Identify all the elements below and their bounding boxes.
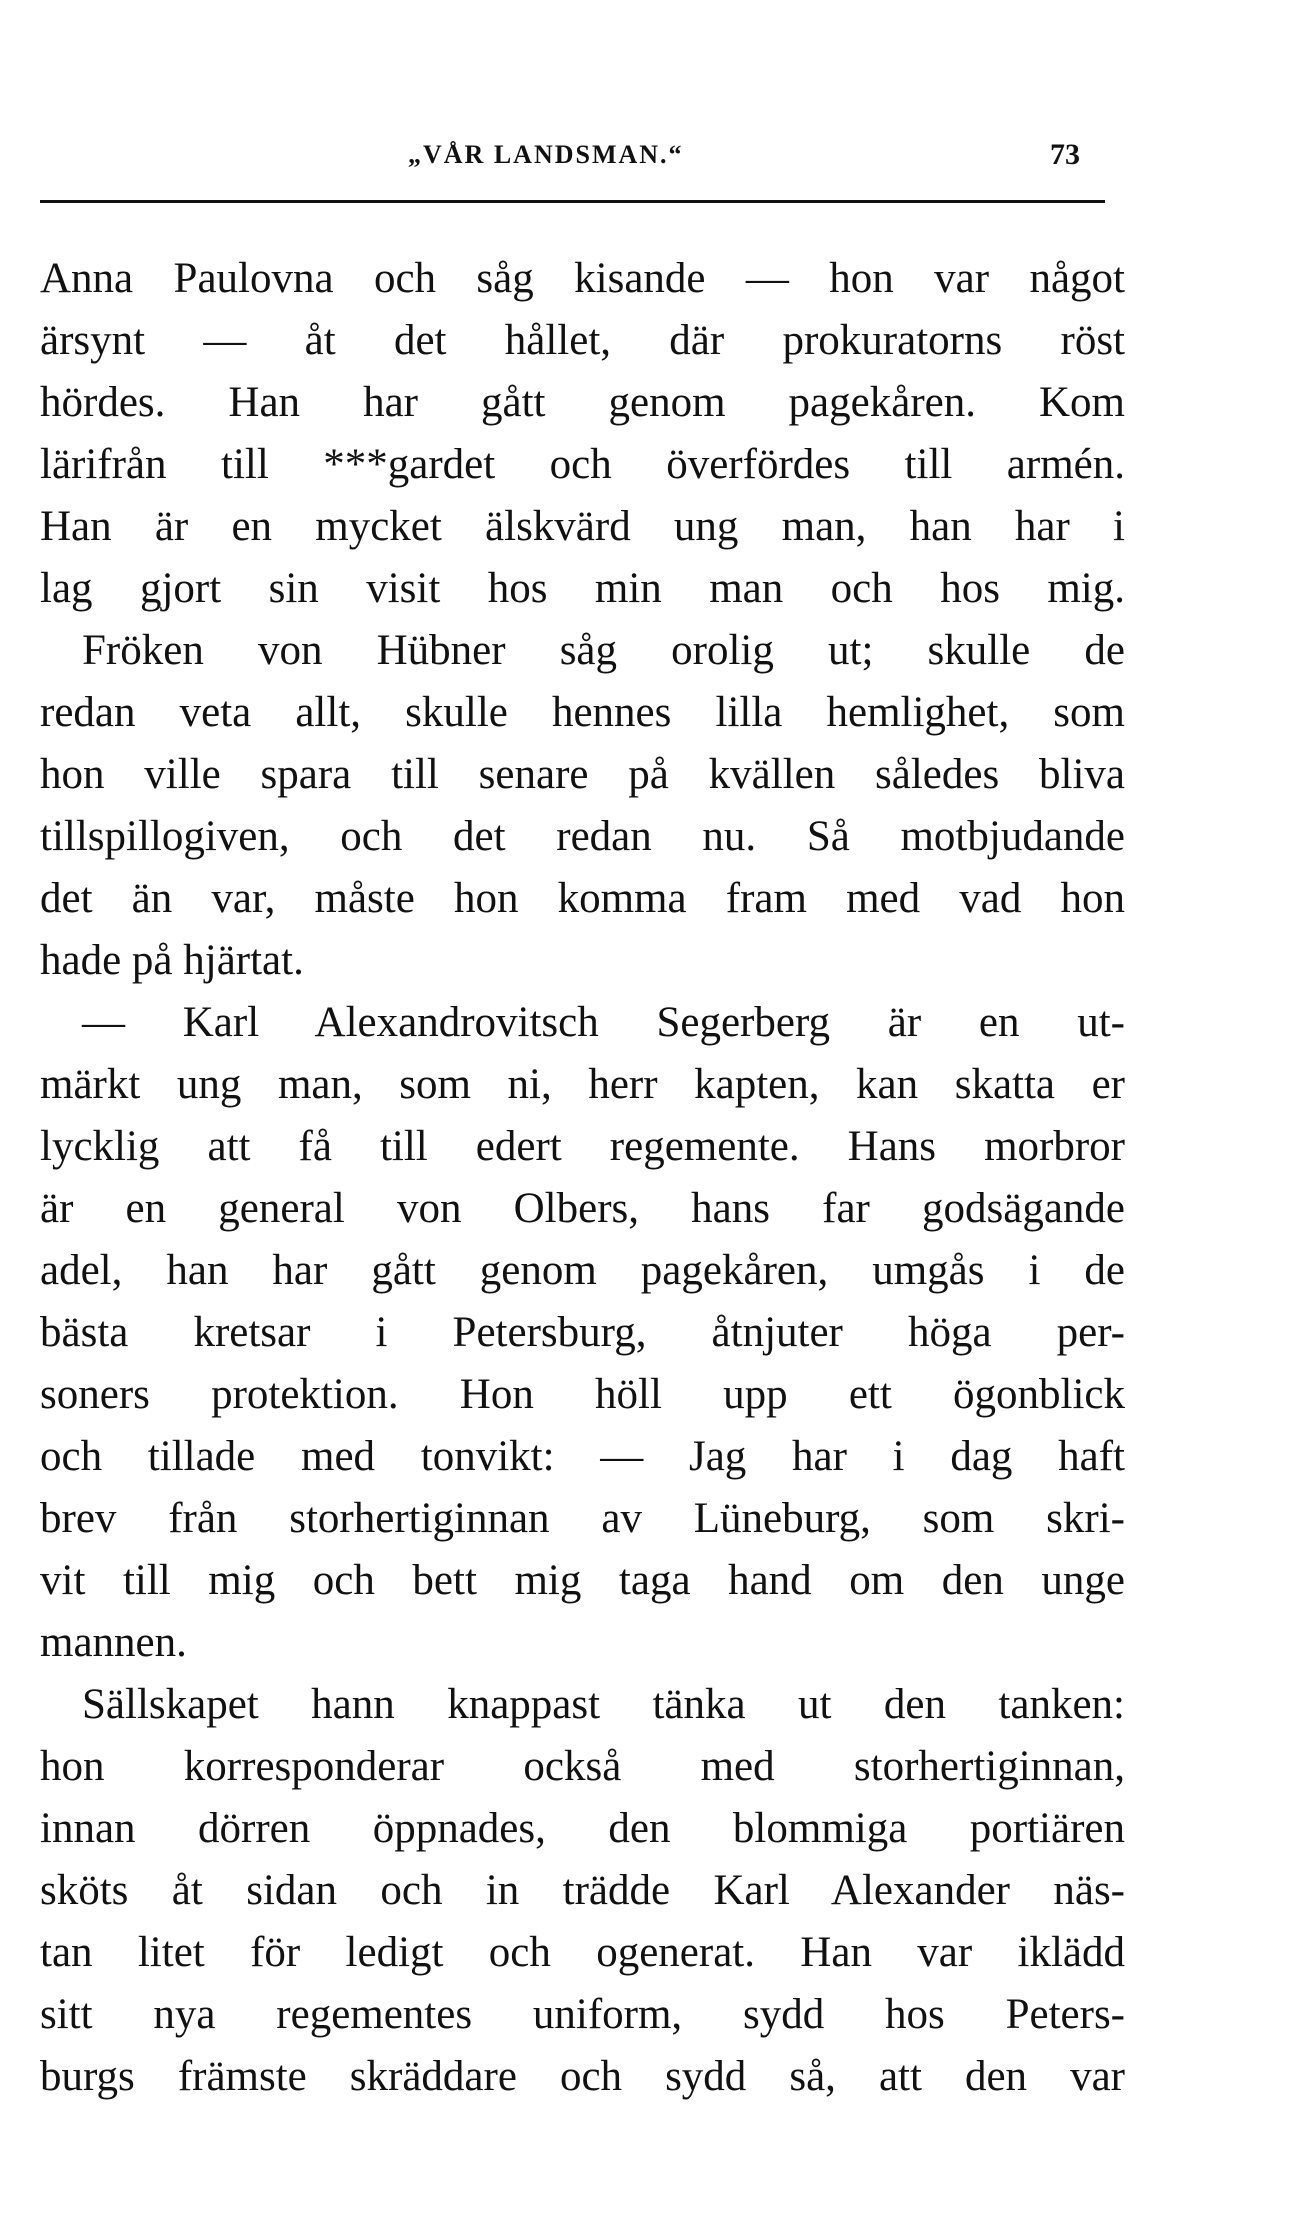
text-line: innan dörren öppnades, den blommiga portiären	[40, 1805, 1125, 1852]
text-line: adel, han har gått genom pagekåren, umgås i de	[40, 1247, 1125, 1294]
text-line: lag gjort sin visit hos min man och hos mig.	[40, 565, 1125, 612]
text-line: Fröken von Hübner såg orolig ut; skulle de	[82, 627, 1125, 674]
text-line: redan veta allt, skulle hennes lilla hemlighet, som	[40, 689, 1125, 736]
text-line: Sällskapet hann knappast tänka ut den tanken:	[82, 1681, 1125, 1728]
text-line: och tillade med tonvikt: — Jag har i dag haft	[40, 1433, 1125, 1480]
text-line: mannen.	[40, 1619, 187, 1666]
text-line: det än var, måste hon komma fram med vad hon	[40, 875, 1125, 922]
text-line: ärsynt — åt det hållet, där prokuratorns röst	[40, 317, 1125, 364]
text-line: tan litet för ledigt och ogenerat. Han var iklädd	[40, 1929, 1125, 1976]
body-text	[40, 248, 1125, 2108]
page-number: 73	[1050, 138, 1080, 171]
text-line: Han är en mycket älskvärd ung man, han har i	[40, 503, 1125, 550]
text-line: brev från storhertiginnan av Lüneburg, som skri-	[40, 1495, 1125, 1542]
text-line: — Karl Alexandrovitsch Segerberg är en ut-	[82, 999, 1125, 1046]
text-line: Anna Paulovna och såg kisande — hon var något	[40, 255, 1125, 302]
text-line: hördes. Han har gått genom pagekåren. Kom	[40, 379, 1125, 426]
text-line: sitt nya regementes uniform, sydd hos Peters-	[40, 1991, 1125, 2038]
text-line: hon ville spara till senare på kvällen således bliva	[40, 751, 1125, 798]
text-line: vit till mig och bett mig taga hand om den unge	[40, 1557, 1125, 1604]
text-line: lycklig att få till edert regemente. Hans morbror	[40, 1123, 1125, 1170]
text-line: tillspillogiven, och det redan nu. Så motbjudande	[40, 813, 1125, 860]
text-line: hon korresponderar också med storhertiginnan,	[40, 1743, 1125, 1790]
running-title: „VÅR LANDSMAN.“	[408, 140, 684, 169]
text-line: soners protektion. Hon höll upp ett ögonblick	[40, 1371, 1125, 1418]
text-line: märkt ung man, som ni, herr kapten, kan skatta er	[40, 1061, 1125, 1108]
header-rule	[40, 200, 1105, 203]
text-line: hade på hjärtat.	[40, 937, 304, 984]
text-line: är en general von Olbers, hans far godsägande	[40, 1185, 1125, 1232]
text-line: bästa kretsar i Petersburg, åtnjuter höga per-	[40, 1309, 1125, 1356]
text-line: lärifrån till ***gardet och överfördes till armén.	[40, 441, 1125, 488]
text-line: sköts åt sidan och in trädde Karl Alexander näs-	[40, 1867, 1125, 1914]
page-header	[0, 140, 1300, 184]
text-line: burgs främste skräddare och sydd så, att den var	[40, 2053, 1125, 2100]
